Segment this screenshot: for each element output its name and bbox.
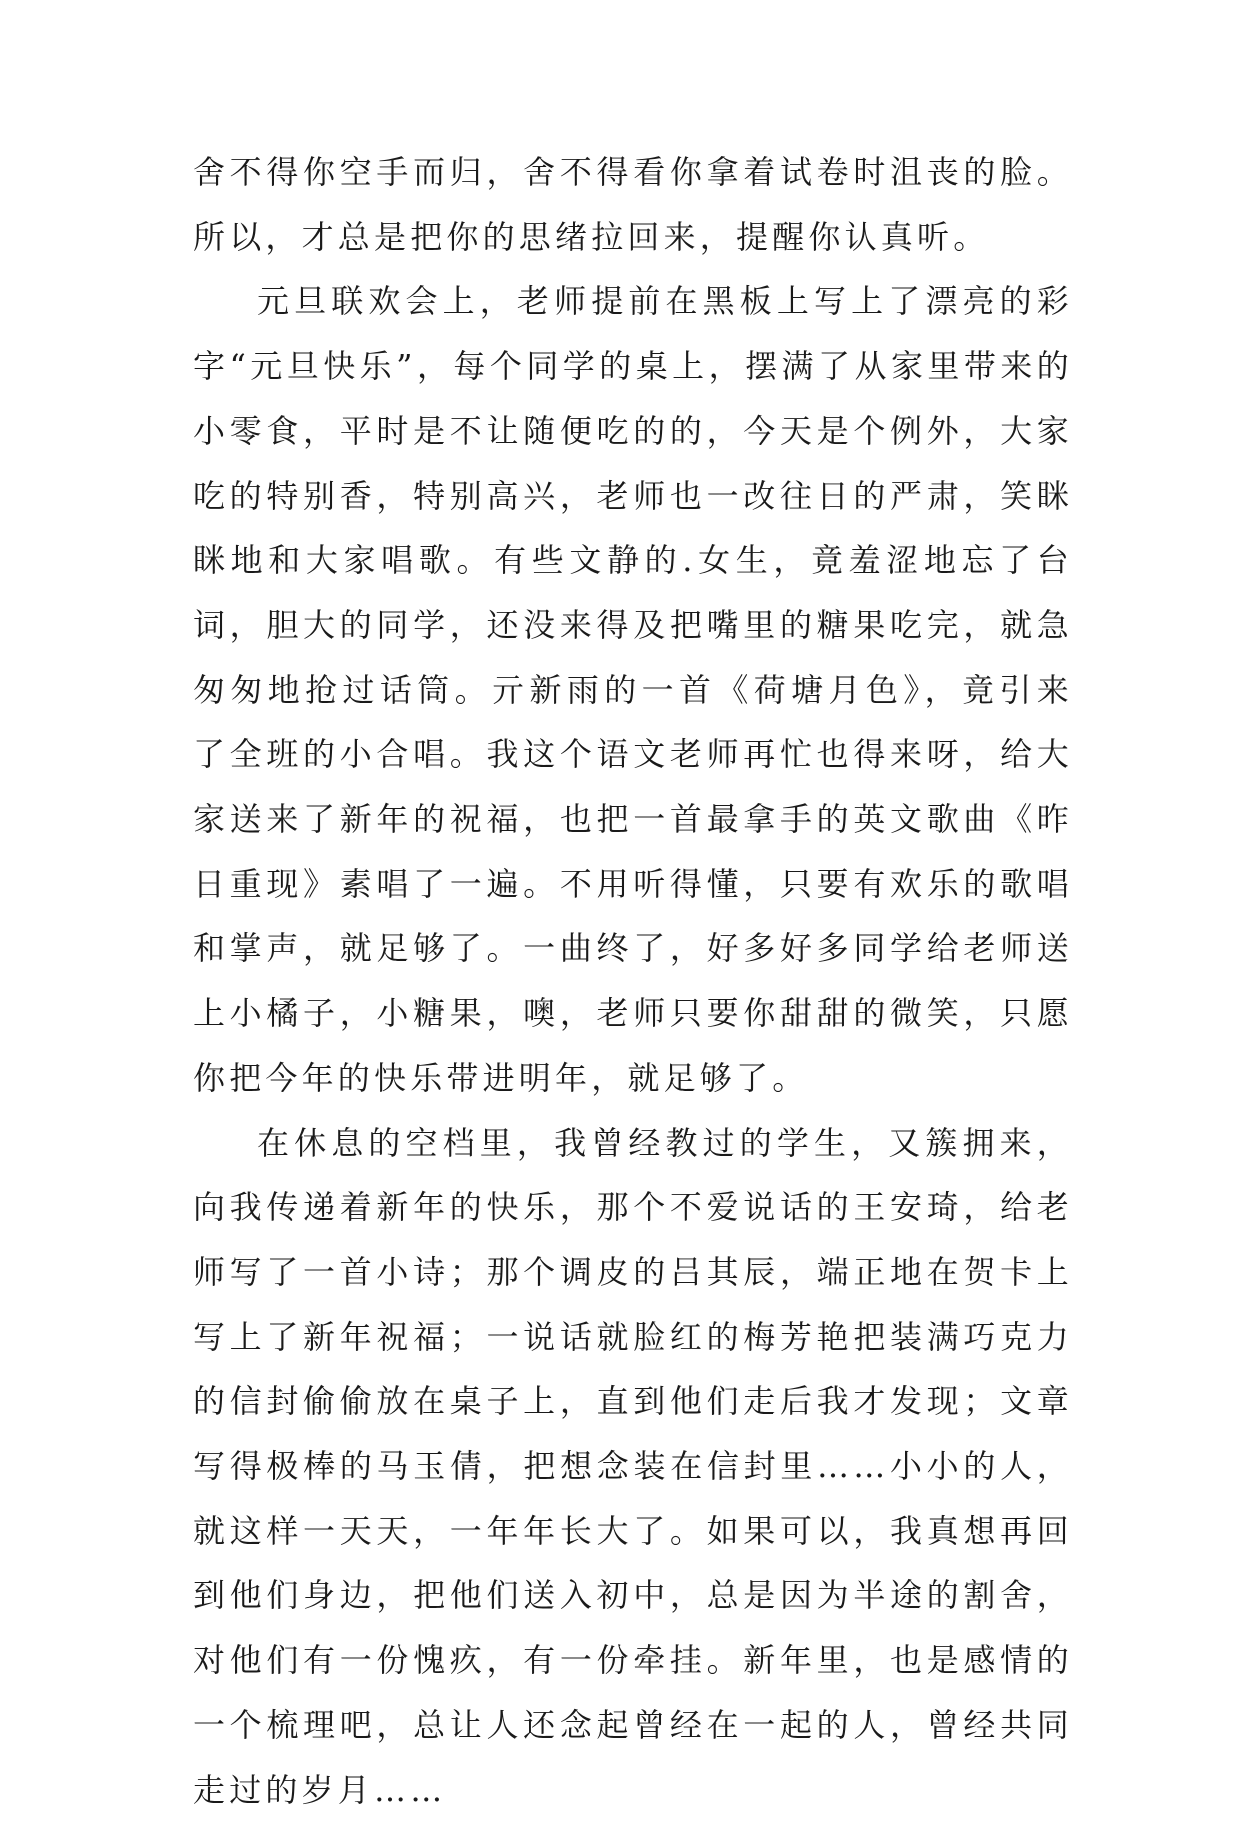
paragraph-2: 元旦联欢会上，老师提前在黑板上写上了漂亮的彩字“元旦快乐”，每个同学的桌上，摆满了从家里带来的小零食，平时是不让随便吃的的，今天是个例外，大家吃的特别香，特别高兴，老师也一改往日的严肃，笑眯眯地和大家唱歌。有些文静的.女生，竟羞涩地忘了台词，胆大的同学，还没来得及把嘴里的糖果吃完，就急匆匆地抢过话筒。亓新雨的一首《荷塘月色》，竟引来了全班的小合唱。我这个语文老师再忙也得来呀，给大家送来了新年的祝福，也把一首最拿手的英文歌曲《昨日重现》素唱了一遍。不用听得懂，只要有欢乐的歌唱和掌声，就足够了。一曲终了，好多好多同学给老师送上小橘子，小糖果，噢，老师只要你甜甜的微笑，只愿你把今年的快乐带进明年，就足够了。 xyxy=(193,282,1073,1097)
document-body xyxy=(193,140,1073,1822)
paragraph-3: 在休息的空档里，我曾经教过的学生，又簇拥来，向我传递着新年的快乐，那个不爱说话的王安琦，给老师写了一首小诗；那个调皮的吕其辰，端正地在贺卡上写上了新年祝福；一说话就脸红的梅芳艳把装满巧克力的信封偷偷放在桌子上，直到他们走后我才发现；文章写得极棒的马玉倩，把想念装在信封里……小小的人，就这样一天天，一年年长大了。如果可以，我真想再回到他们身边，把他们送入初中，总是因为半途的割舍，对他们有一份愧疚，有一份牵挂。新年里，也是感情的一个梳理吧，总让人还念起曾经在一起的人，曾经共同走过的岁月…… xyxy=(193,1123,1073,1809)
paragraph-1: 舍不得你空手而归，舍不得看你拿着试卷时沮丧的脸。所以，才总是把你的思绪拉回来，提醒你认真听。 xyxy=(193,153,1073,256)
